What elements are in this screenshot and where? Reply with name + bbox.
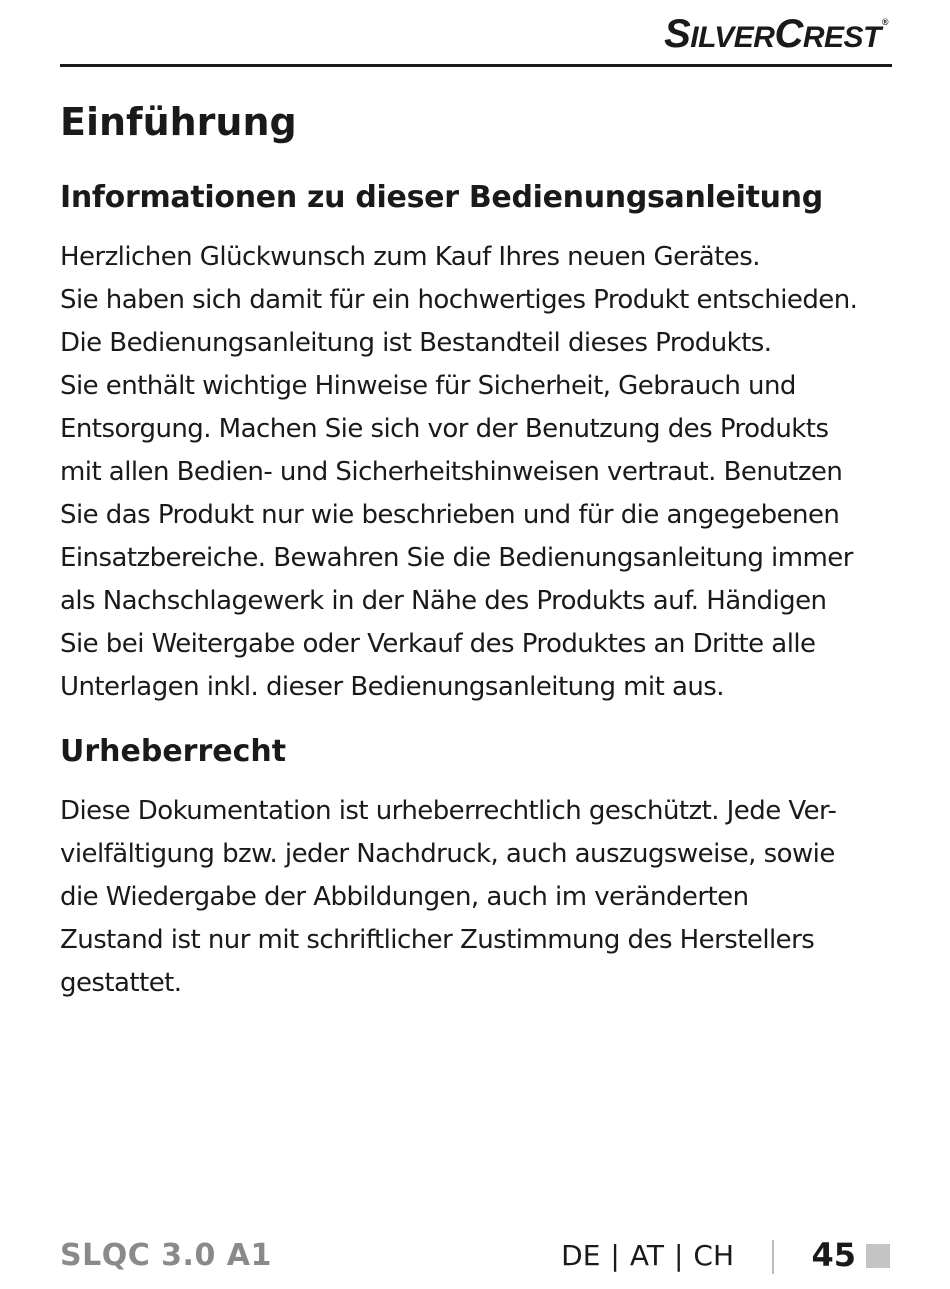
text-line: Sie bei Weitergabe oder Verkauf des Produktes an Dritte alle (60, 629, 816, 659)
language-ch: CH (693, 1239, 734, 1272)
header-rule (60, 64, 892, 67)
page-footer (60, 1236, 892, 1286)
text-line: mit allen Bedien- und Sicherheitshinweisen vertraut. Benutzen (60, 457, 843, 487)
brand-logo: SILVERCREST® (664, 12, 888, 56)
text-line: Unterlagen inkl. dieser Bedienungsanleitung mit aus. (60, 672, 724, 702)
text-line: Sie enthält wichtige Hinweise für Sicherheit, Gebrauch und (60, 371, 796, 401)
text-line: die Wiedergabe der Abbildungen, auch im veränderten (60, 882, 749, 912)
footer-divider (772, 1240, 774, 1274)
section-heading-copyright: Urheberrecht (60, 734, 287, 769)
page-marker-square-icon (866, 1244, 890, 1268)
text-line: Sie das Produkt nur wie beschrieben und für die angegebenen (60, 500, 840, 530)
language-at: AT (629, 1239, 664, 1272)
language-codes (561, 1239, 734, 1272)
text-line: Sie haben sich damit für ein hochwertiges Produkt entschieden. (60, 285, 858, 315)
page-title: Einführung (60, 100, 297, 144)
text-line: Diese Dokumentation ist urheberrechtlich geschützt. Jede Ver- (60, 796, 837, 826)
section-heading-information: Informationen zu dieser Bedienungsanleitung (60, 180, 823, 215)
page-number: 45 (811, 1236, 856, 1274)
model-number: SLQC 3.0 A1 (60, 1238, 272, 1273)
text-line: Die Bedienungsanleitung ist Bestandteil dieses Produkts. (60, 328, 772, 358)
text-line: vielfältigung bzw. jeder Nachdruck, auch auszugsweise, sowie (60, 839, 835, 869)
text-line: als Nachschlagewerk in der Nähe des Produkts auf. Händigen (60, 586, 827, 616)
language-separator: | (673, 1239, 684, 1272)
text-line: gestattet. (60, 968, 182, 998)
section-body-copyright (60, 790, 900, 1005)
text-line: Entsorgung. Machen Sie sich vor der Benutzung des Produkts (60, 414, 829, 444)
text-line: Zustand ist nur mit schriftlicher Zustimmung des Herstellers (60, 925, 815, 955)
language-de: DE (561, 1239, 601, 1272)
section-body-information (60, 236, 900, 709)
language-separator: | (610, 1239, 620, 1272)
text-line: Herzlichen Glückwunsch zum Kauf Ihres neuen Gerätes. (60, 242, 760, 272)
text-line: Einsatzbereiche. Bewahren Sie die Bedienungsanleitung immer (60, 543, 853, 573)
